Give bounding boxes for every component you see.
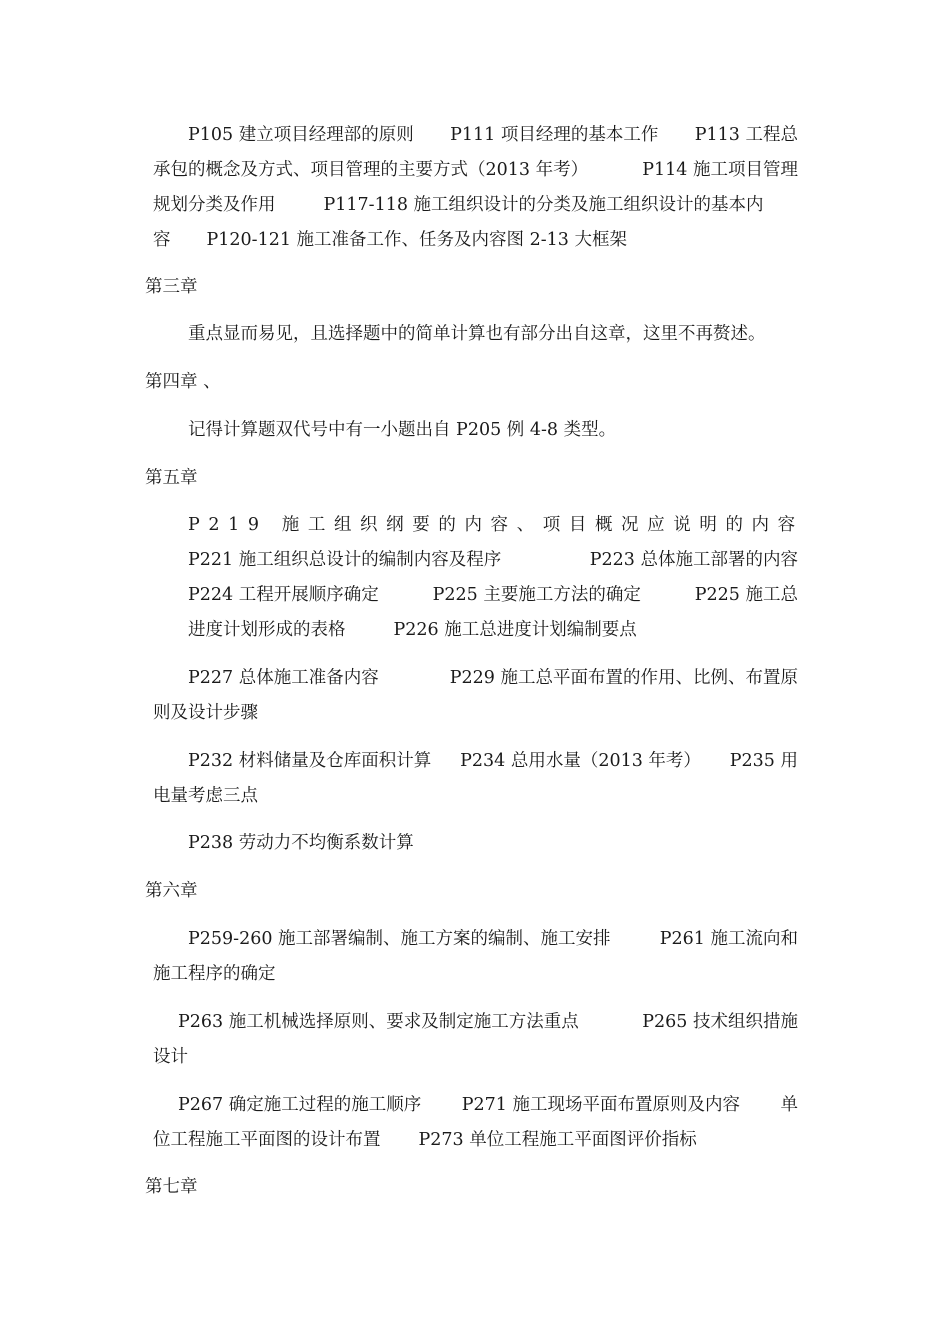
text-segment: P259-260 施工部署编制、施工方案的编制、施工安排: [188, 929, 611, 949]
paragraph-line: [188, 584, 798, 606]
text-segment: 位工程施工平面图的设计布置: [153, 1130, 381, 1150]
paragraph-line: [188, 667, 798, 689]
paragraph-line: 电量考虑三点: [153, 786, 258, 806]
text-segment: 规划分类及作用: [153, 195, 276, 215]
text-segment: P261 施工流向和: [659, 929, 798, 949]
text-segment: P111 项目经理的基本工作: [450, 125, 659, 145]
paragraph-line: 施工程序的确定: [153, 964, 276, 984]
text-segment: P235 用: [729, 751, 798, 771]
text-segment: P234 总用水量（2013 年考）: [460, 751, 701, 771]
text-segment: P114 施工项目管理: [642, 160, 798, 180]
chapter-heading: 第三章: [145, 277, 198, 297]
paragraph-line: 重点显而易见，且选择题中的简单计算也有部分出自这章，这里不再赘述。: [188, 324, 766, 344]
text-segment: 承包的概念及方式、项目管理的主要方式（2013 年考）: [153, 160, 589, 180]
text-segment: P105 建立项目经理部的原则: [188, 125, 414, 145]
text-segment: P271 施工现场平面布置原则及内容: [461, 1095, 740, 1115]
paragraph-line: [153, 229, 627, 251]
text-segment: P117-118 施工组织设计的分类及施工组织设计的基本内: [323, 195, 764, 215]
text-segment: P120-121 施工准备工作、任务及内容图 2-13 大框架: [206, 230, 627, 250]
paragraph-line: [188, 619, 637, 641]
paragraph-line: 记得计算题双代号中有一小题出自 P205 例 4-8 类型。: [188, 420, 617, 440]
text-segment: 进度计划形成的表格: [188, 620, 346, 640]
text-segment: P232 材料储量及仓库面积计算: [188, 751, 432, 771]
paragraph-line: 设计: [153, 1047, 188, 1067]
text-segment: P223 总体施工部署的内容: [589, 550, 798, 570]
text-segment: P225 施工总: [694, 585, 798, 605]
paragraph-line: [153, 194, 764, 216]
text-segment: P229 施工总平面布置的作用、比例、布置原: [449, 668, 798, 688]
paragraph-line: [188, 928, 798, 950]
paragraph-line: P219 施工组织纲要的内容、项目概况应说明的内容: [188, 515, 804, 535]
text-segment: P227 总体施工准备内容: [188, 668, 379, 688]
paragraph-line: [178, 1011, 798, 1033]
text-segment: P226 施工总进度计划编制要点: [393, 620, 637, 640]
paragraph-line: [188, 750, 798, 772]
text-segment: P225 主要施工方法的确定: [432, 585, 641, 605]
text-segment: P263 施工机械选择原则、要求及制定施工方法重点: [178, 1012, 579, 1032]
paragraph-line: [153, 1129, 697, 1151]
text-segment: P113 工程总: [694, 125, 798, 145]
text-segment: P267 确定施工过程的施工顺序: [178, 1095, 422, 1115]
paragraph-line: [178, 1094, 798, 1116]
text-segment: 单: [780, 1095, 798, 1115]
chapter-heading: 第五章: [145, 468, 198, 488]
paragraph-line: [188, 124, 798, 146]
chapter-heading: 第六章: [145, 881, 198, 901]
text-segment: P273 单位工程施工平面图评价指标: [418, 1130, 697, 1150]
paragraph-line: [153, 159, 798, 181]
paragraph-line: 则及设计步骤: [153, 703, 258, 723]
text-segment: P265 技术组织措施: [642, 1012, 798, 1032]
paragraph-line: [188, 549, 798, 571]
text-segment: 容: [153, 230, 171, 250]
chapter-heading: 第七章: [145, 1177, 198, 1197]
text-segment: P224 工程开展顺序确定: [188, 585, 379, 605]
chapter-heading: 第四章 、: [145, 372, 221, 392]
text-segment: P221 施工组织总设计的编制内容及程序: [188, 550, 502, 570]
paragraph-line: P238 劳动力不均衡系数计算: [188, 833, 414, 853]
